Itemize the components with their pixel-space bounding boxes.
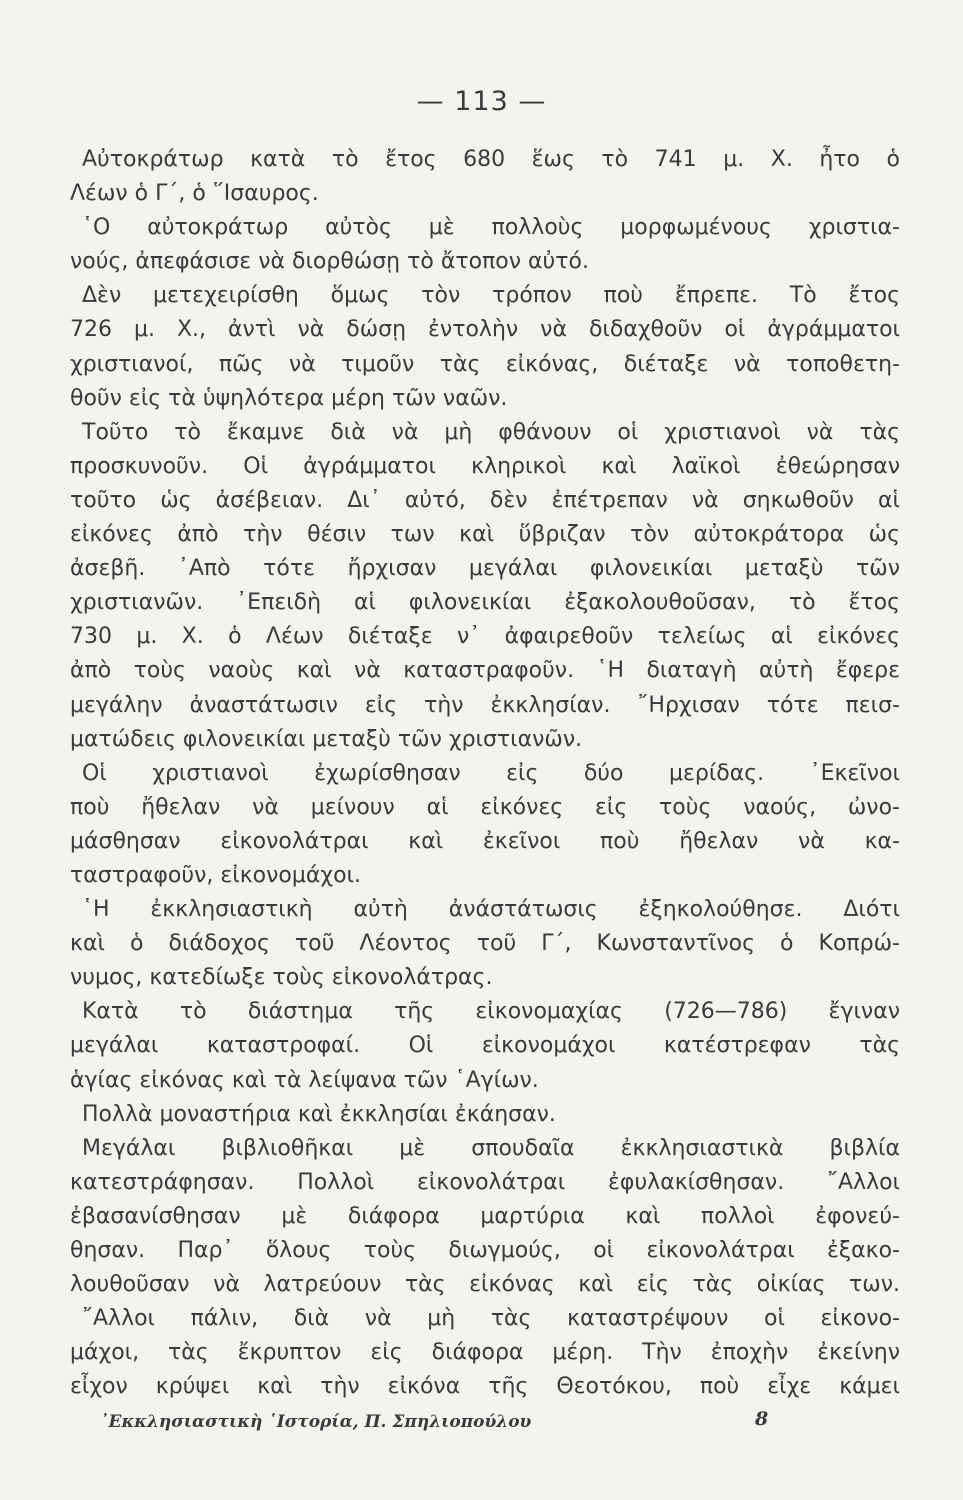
- text-line: κατεστράφησαν. Πολλοὶ εἰκονολάτραι ἐφυλακίσθησαν. ῎Αλλοι: [70, 1169, 900, 1195]
- text-line: μάσθησαν εἰκονολάτραι καὶ ἐκεῖνοι ποὺ ἤθελαν νὰ κα-: [70, 828, 900, 854]
- text-line: ῾Ο αὐτοκράτωρ αὐτὸς μὲ πολλοὺς μορφωμένους χριστια-: [82, 215, 900, 241]
- text-line: Λέων ὁ Γ΄, ὁ ῞Ισαυρος.: [70, 181, 319, 207]
- text-line: Δὲν μετεχειρίσθη ὅμως τὸν τρόπον ποὺ ἔπρεπε. Τὸ ἔτος: [82, 283, 900, 309]
- footer-book-title: ᾿Εκκλησιαστικὴ ῾Ιστορία, Π. Σπηλιοπούλου: [100, 1412, 532, 1432]
- text-line: ἀπὸ τοὺς ναοὺς καὶ νὰ καταστραφοῦν. ῾Η διαταγὴ αὐτὴ ἔφερε: [70, 658, 900, 684]
- text-line: ἀσεβῆ. ᾿Απὸ τότε ἤρχισαν μεγάλαι φιλονεικίαι μεταξὺ τῶν: [70, 556, 900, 582]
- text-line: καὶ ὁ διάδοχος τοῦ Λέοντος τοῦ Γ΄, Κωνσταντῖνος ὁ Κοπρώ-: [70, 931, 900, 957]
- text-line: μάχοι, τὰς ἔκρυπτον εἰς διάφορα μέρη. Τὴν ἐποχὴν ἐκείνην: [70, 1340, 900, 1366]
- text-line: χριστιανῶν. ᾿Επειδὴ αἱ φιλονεικίαι ἐξακολουθοῦσαν, τὸ ἔτος: [70, 590, 900, 616]
- text-line: ματώδεις φιλονεικίαι μεταξὺ τῶν χριστιανῶν.: [70, 726, 583, 752]
- text-line: λουθοῦσαν νὰ λατρεύουν τὰς εἰκόνας καὶ εἰς τὰς οἰκίας των.: [70, 1272, 900, 1298]
- text-line: ἁγίας εἰκόνας καὶ τὰ λείψανα τῶν ῾Αγίων.: [70, 1067, 539, 1093]
- text-line: νούς, ἀπεφάσισε νὰ διορθώσῃ τὸ ἄτοπον αὐτό.: [70, 249, 589, 275]
- text-line: μεγάλαι καταστροφαί. Οἱ εἰκονομάχοι κατέστρεφαν τὰς: [70, 1033, 900, 1059]
- text-line: 730 μ. Χ. ὁ Λέων διέταξε ν᾿ ἀφαιρεθοῦν τελείως αἱ εἰκόνες: [70, 624, 900, 650]
- text-line: νυμος, κατεδίωξε τοὺς εἰκονολάτρας.: [70, 965, 493, 991]
- text-line: Αὐτοκράτωρ κατὰ τὸ ἔτος 680 ἕως τὸ 741 μ. Χ. ἦτο ὁ: [82, 147, 900, 172]
- text-line: Τοῦτο τὸ ἔκαμνε διὰ νὰ μὴ φθάνουν οἱ χριστιανοὶ νὰ τὰς: [82, 419, 900, 445]
- text-line: θοῦν εἰς τὰ ὑψηλότερα μέρη τῶν ναῶν.: [70, 385, 508, 411]
- page-number: — 113 —: [416, 86, 547, 117]
- text-line: εἶχον κρύψει καὶ τὴν εἰκόνα τῆς Θεοτόκου, ποὺ εἶχε κάμει: [70, 1374, 900, 1400]
- text-line: ταστραφοῦν, εἰκονομάχοι.: [70, 862, 361, 888]
- text-line: ῎Αλλοι πάλιν, διὰ νὰ μὴ τὰς καταστρέψουν οἱ εἰκονο-: [82, 1306, 900, 1332]
- text-line: μεγάλην ἀναστάτωσιν εἰς τὴν ἐκκλησίαν. ῎Ηρχισαν τότε πεισ-: [70, 692, 900, 718]
- text-line: τοῦτο ὡς ἀσέβειαν. Δι᾿ αὐτό, δὲν ἐπέτρεπαν νὰ σηκωθοῦν αἱ: [70, 487, 900, 513]
- text-line: θησαν. Παρ᾿ ὅλους τοὺς διωγμούς, οἱ εἰκονολάτραι ἐξακο-: [70, 1238, 900, 1263]
- text-line: προσκυνοῦν. Οἱ ἀγράμματοι κληρικοὶ καὶ λαϊκοὶ ἐθεώρησαν: [70, 453, 900, 479]
- text-line: Οἱ χριστιανοὶ ἐχωρίσθησαν εἰς δύο μερίδας. ᾿Εκεῖνοι: [82, 760, 900, 786]
- text-line: ῾Η ἐκκλησιαστικὴ αὐτὴ ἀνάστάτωσις ἐξηκολούθησε. Διότι: [82, 897, 900, 923]
- text-line: Πολλὰ μοναστήρια καὶ ἐκκλησίαι ἐκάησαν.: [82, 1101, 556, 1127]
- footer-signature-mark: 8: [755, 1408, 769, 1430]
- text-line: Μεγάλαι βιβλιοθῆκαι μὲ σπουδαῖα ἐκκλησιαστικὰ βιβλία: [82, 1135, 900, 1161]
- page-footer: [100, 1408, 880, 1442]
- text-line: ποὺ ἤθελαν νὰ μείνουν αἱ εἰκόνες εἰς τοὺς ναούς, ὠνο-: [70, 794, 900, 820]
- body-text: [70, 143, 900, 1404]
- text-line: 726 μ. Χ., ἀντὶ νὰ δώσῃ ἐντολὴν νὰ διδαχθοῦν οἱ ἀγράμματοι: [70, 317, 900, 343]
- text-line: χριστιανοί, πῶς νὰ τιμοῦν τὰς εἰκόνας, διέταξε νὰ τοποθετη-: [70, 351, 900, 377]
- text-line: Κατὰ τὸ διάστημα τῆς εἰκονομαχίας (726—786) ἔγιναν: [82, 999, 900, 1025]
- text-line: ἐβασανίσθησαν μὲ διάφορα μαρτύρια καὶ πολλοὶ ἐφονεύ-: [70, 1203, 900, 1229]
- text-line: εἰκόνες ἀπὸ τὴν θέσιν των καὶ ὕβριζαν τὸν αὐτοκράτορα ὡς: [70, 522, 900, 548]
